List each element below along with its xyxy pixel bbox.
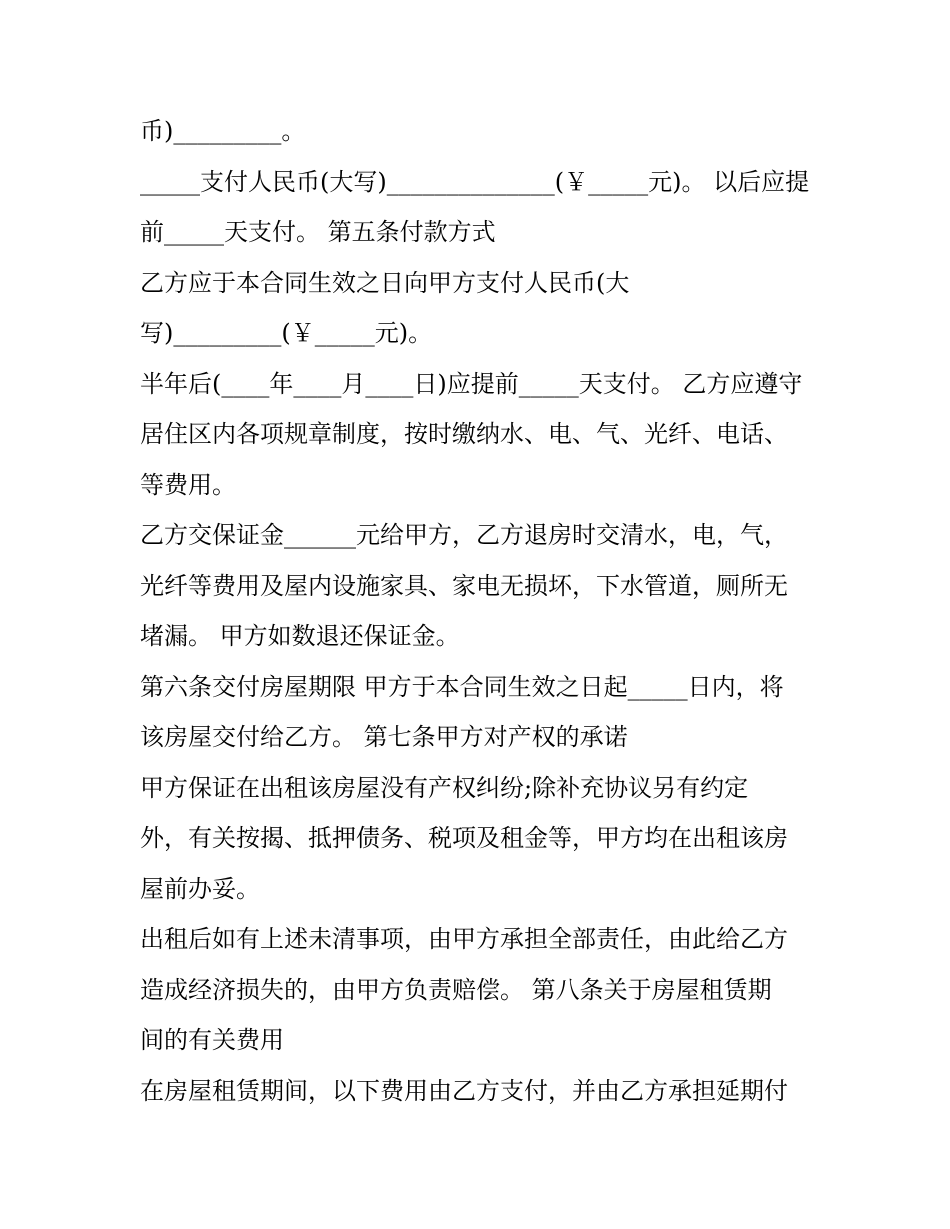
text-line-3: 前_____天支付。 第五条付款方式 — [140, 218, 496, 246]
text-line-1: 币)_________。 — [140, 117, 306, 145]
text-line-10: 光纤等费用及屋内设施家具、家电无损坏，下水管道，厕所无 — [140, 571, 788, 600]
text-line-16: 屋前办妥。 — [140, 874, 260, 903]
text-line-6: 半年后(____年____月____日)应提前_____天支付。 乙方应遵守 — [140, 369, 803, 398]
text-line-4: 乙方应于本合同生效之日向甲方支付人民币(大 — [140, 268, 630, 297]
text-line-9: 乙方交保证金______元给甲方，乙方退房时交清水，电，气， — [140, 521, 788, 549]
text-line-18: 造成经济损失的，由甲方负责赔偿。 第八条关于房屋租赁期 — [140, 975, 772, 1004]
text-line-5: 写)_________(￥_____元)。 — [140, 319, 433, 347]
text-line-17: 出租后如有上述未清事项，由甲方承担全部责任，由此给乙方 — [140, 925, 788, 953]
text-line-15: 外，有关按揭、抵押债务、税项及租金等，甲方均在出租该房 — [140, 824, 788, 852]
text-line-11: 堵漏。 甲方如数退还保证金。 — [140, 622, 460, 650]
text-line-13: 该房屋交付给乙方。 第七条甲方对产权的承诺 — [140, 723, 628, 751]
text-line-7: 居住区内各项规章制度，按时缴纳水、电、气、光纤、电话、 — [140, 420, 788, 448]
contract-text-block — [140, 106, 840, 1116]
text-line-20: 在房屋租赁期间，以下费用由乙方支付，并由乙方承担延期付 — [140, 1076, 788, 1105]
text-line-2: _____支付人民币(大写)______________(￥_____元)。 以后应提 — [140, 167, 810, 196]
text-line-8: 等费用。 — [140, 470, 236, 499]
text-line-19: 间的有关费用 — [140, 1026, 284, 1054]
text-line-12: 第六条交付房屋期限 甲方于本合同生效之日起_____日内，将 — [140, 672, 784, 701]
text-line-14: 甲方保证在出租该房屋没有产权纠纷;除补充协议另有约定 — [140, 773, 749, 802]
